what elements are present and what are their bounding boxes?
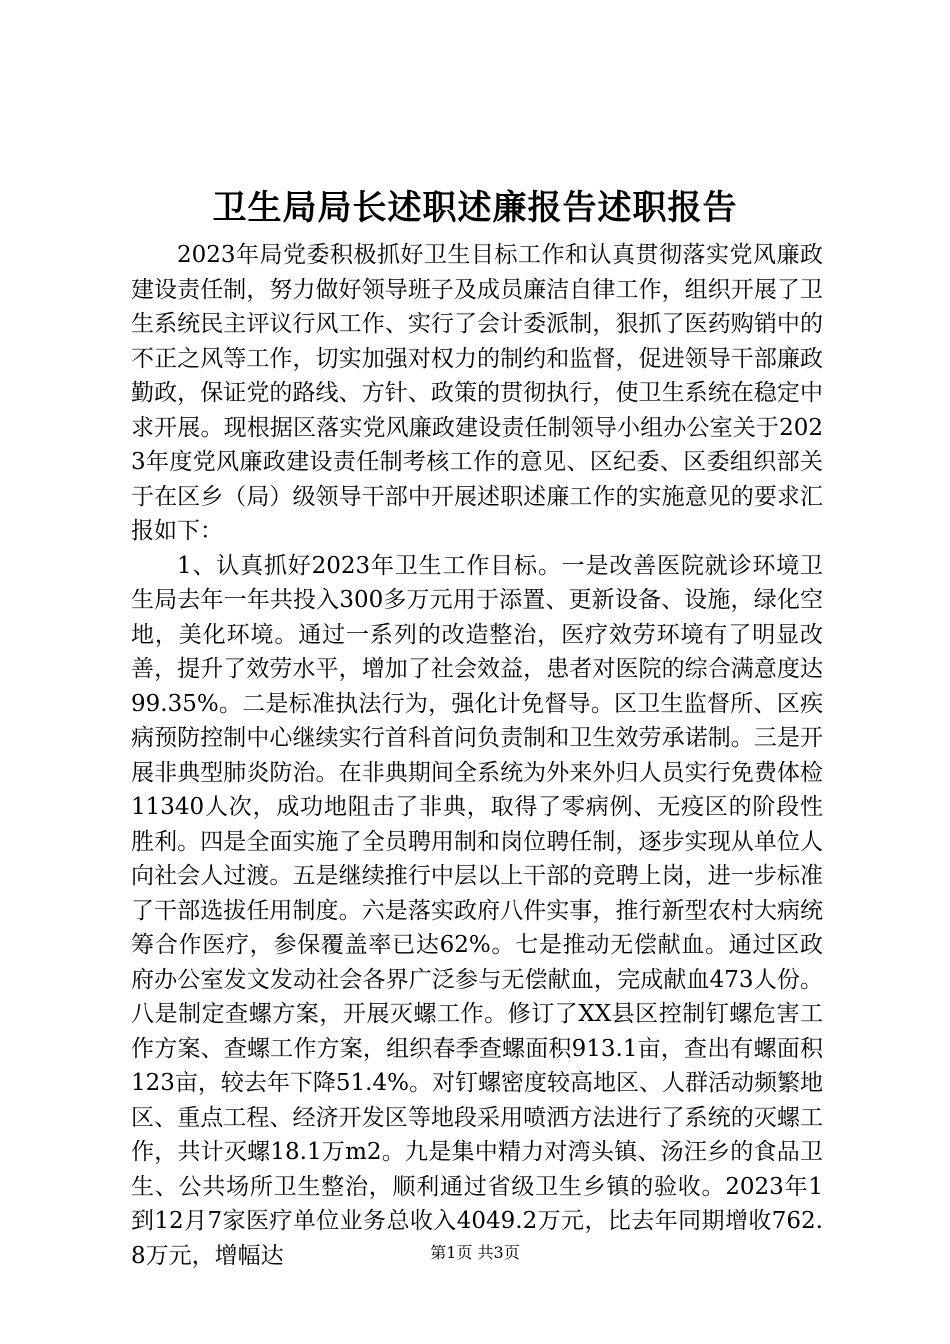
document-title: 卫生局局长述职述廉报告述职报告 (212, 188, 738, 228)
paragraph-work-goals: 1、认真抓好2023年卫生工作目标。一是改善医院就诊环境卫生局去年一年共投入300多万元用于添置、更新设备、设施，绿化空地，美化环境。通过一系列的改造整治，医疗效劳环境有了明显改善，提升了效劳水平，增加了社会效益，患者对医院的综合满意度达99.35%。二是标准执法行为，强化计免督导。区卫生监督所、区疾病预防控制中心继续实行首科首问负责制和卫生效劳承诺制。三是开展非典型肺炎防治。在非典期间全系统为外来外归人员实行免费体检11340人次，成功地阻击了非典，取得了零病例、无疫区的阶段性胜利。四是全面实施了全员聘用制和岗位聘任制，逐步实现从单位人向社会人过渡。五是继续推行中层以上干部的竞聘上岗，进一步标准了干部选拔任用制度。六是落实政府八件实事，推行新型农村大病统筹合作医疗，参保覆盖率已达62%。七是推动无偿献血。通过区政府办公室发文发动社会各界广泛参与无偿献血，完成献血473人份。八是制定查螺方案，开展灭螺工作。修订了XX县区控制钉螺危害工作方案、查螺工作方案，组织春季查螺面积913.1亩，查出有螺面积123亩，较去年下降51.4%。对钉螺密度较高地区、人群活动频繁地区、重点工程、经济开发区等地段采用喷洒方法进行了系统的灭螺工作，共计灭螺18.1万m2。九是集中精力对湾头镇、汤汪乡的食品卫生、公共场所卫生整治，顺利通过省级卫生乡镇的验收。2023年1到12月7家医疗单位业务总收入4049.2万元，比去年同期增收762.8万元，增幅达 (131, 552, 823, 1269)
page-footer: 第1页 共3页 (430, 1243, 520, 1262)
document-body (131, 238, 823, 1273)
paragraph-intro: 2023年局党委积极抓好卫生目标工作和认真贯彻落实党风廉政建设责任制，努力做好领导班子及成员廉洁自律工作，组织开展了卫生系统民主评议行风工作、实行了会计委派制，狠抓了医药购销中的不正之风等工作，切实加强对权力的制约和监督，促进领导干部廉政勤政，保证党的路线、方针、政策的贯彻执行，使卫生系统在稳定中求开展。现根据区落实党风廉政建设责任制领导小组办公室关于2023年度党风廉政建设责任制考核工作的意见、区纪委、区委组织部关于在区乡（局）级领导干部中开展述职述廉工作的实施意见的要求汇报如下： (131, 242, 823, 544)
